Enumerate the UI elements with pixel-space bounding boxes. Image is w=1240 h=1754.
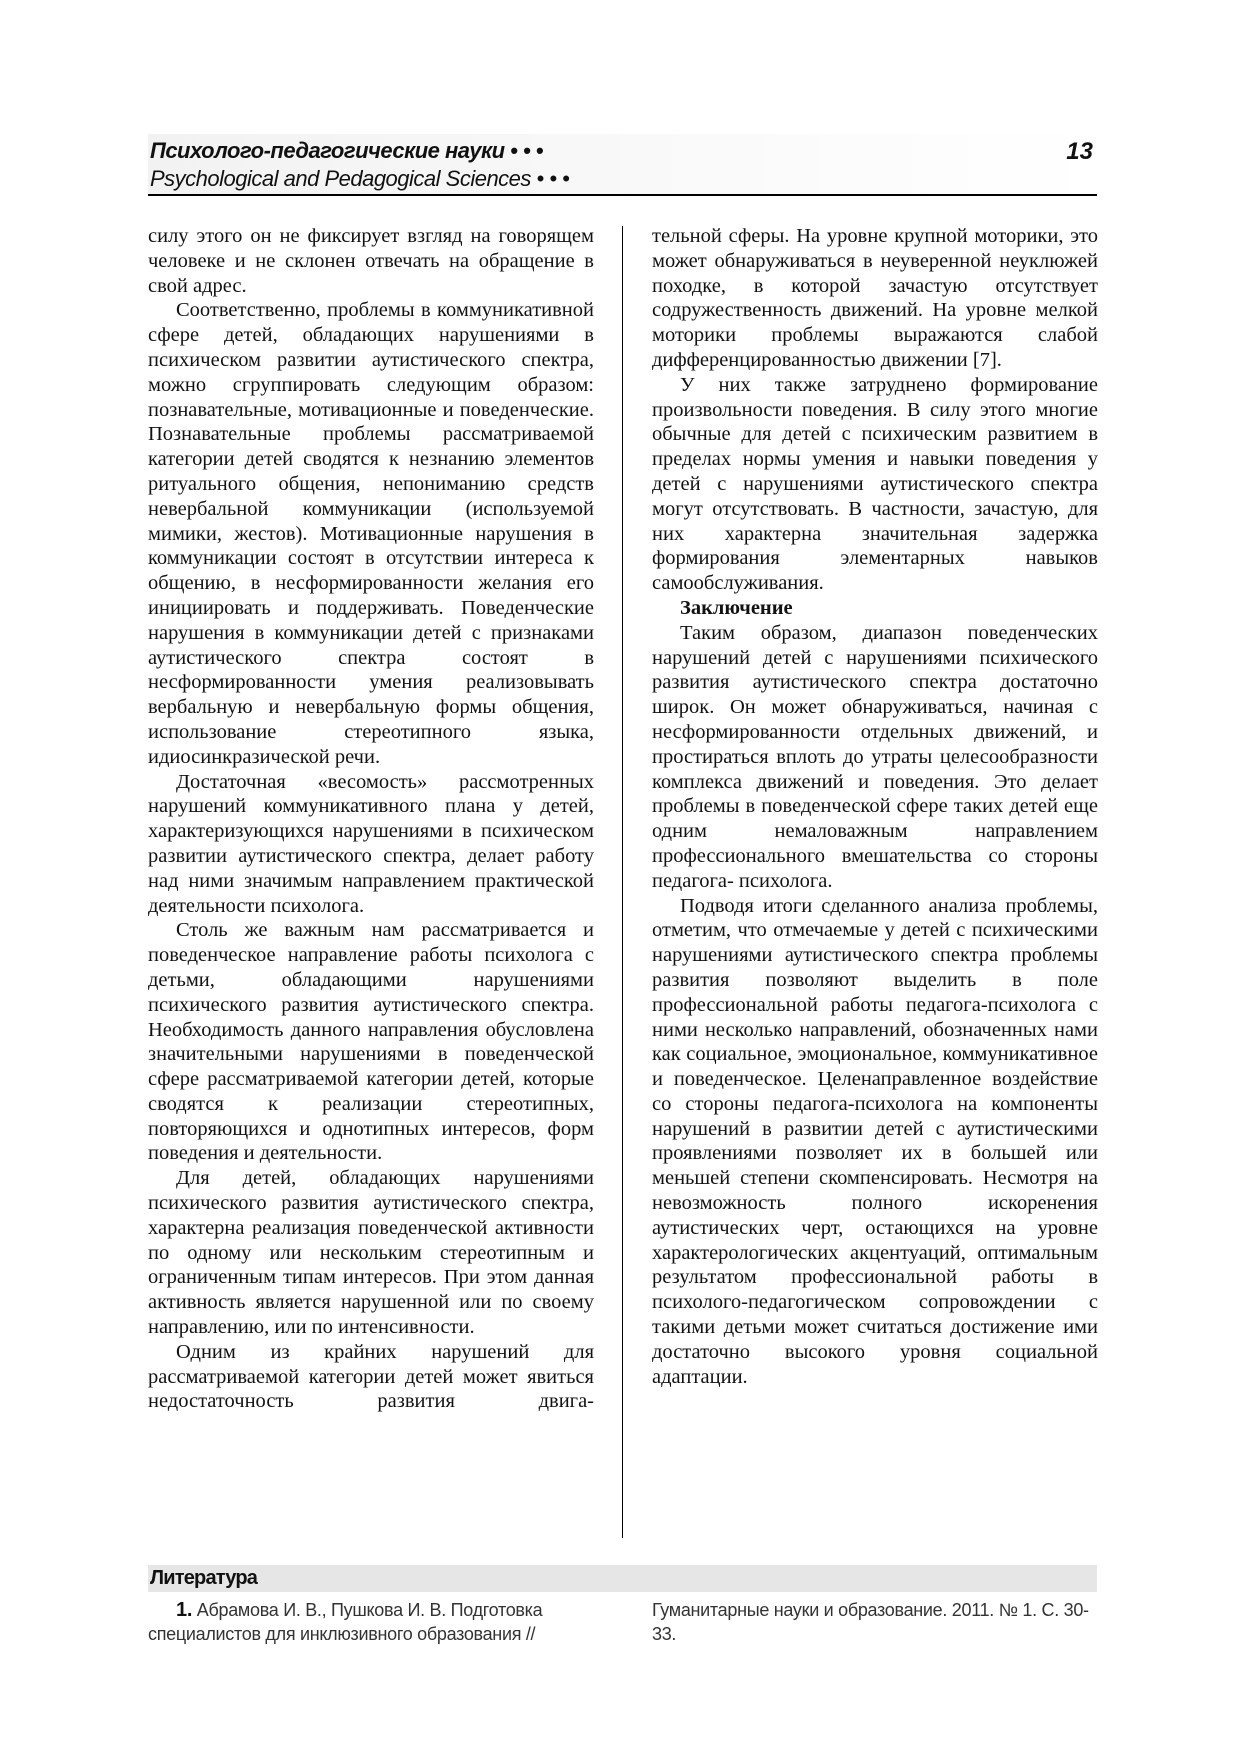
journal-title-ru: Психолого-педагогические науки • • • [150, 138, 544, 163]
journal-title-en: Psychological and Pedagogical Sciences • • • [150, 166, 570, 191]
paragraph: Для детей, обладающих нарушениями психического развития аутистического спектра, характерна реализация поведенческой активности по одному или нескольким стереотипным и ограниченным типам интересов. При этом данная активность является нарушенной или по своему направлению, или по интенсивности. [148, 1167, 594, 1339]
reference-number: 1. [176, 1599, 193, 1621]
section-heading: Заключение [680, 596, 793, 619]
paragraph: Таким образом, диапазон поведенческих нарушений детей с нарушениями психического развития аутистического спектра достаточно широк. Он может обнаруживаться, начиная с несформированности отдельных движений, и простираться вплоть до утраты целесообразности комплекса движений и поведения. Это делает проблемы в поведенческой сфере таких детей еще одним немаловажным направлением профессионального вмешательства со стороны педагога- психолога. [652, 621, 1098, 892]
right-column [652, 224, 1098, 1389]
paragraph: Одним из крайних нарушений для рассматриваемой категории детей может явиться недостаточность развития двига- [148, 1340, 594, 1413]
paragraph: У них также затруднено формирование произвольности поведения. В силу этого многие обычные для детей с психическим развитием в пределах нормы умения и навыки поведения у детей с нарушениями аутистического спектра могут отсутствовать. В частности, зачастую, для них характерна значительная задержка формирования элементарных навыков самообслуживания. [652, 373, 1098, 595]
references-heading: Литература [150, 1567, 258, 1589]
reference-item [148, 1598, 594, 1646]
paragraph: Достаточная «весомость» рассмотренных нарушений коммуникативного плана у детей, характеризующихся нарушениями в психическом развитии аутистического спектра, делает работу над ними значимым направлением практической деятельности психолога. [148, 770, 594, 917]
reference-text: Абрамова И. В., Пушкова И. В. Подготовка специалистов для инклюзивного образования // [148, 1600, 543, 1644]
paragraph: силу этого он не фиксирует взгляд на говорящем человеке и не склонен отвечать на обращение в свой адрес. [148, 225, 594, 297]
paragraph: тельной сферы. На уровне крупной моторики, это может обнаруживаться в неуверенной неуклюжей походке, в которой зачастую отсутствует содружественность движений. На уровне мелкой моторики проблемы выражаются слабой дифференцированностью движении [7]. [652, 225, 1098, 371]
running-header [148, 134, 1097, 196]
page-number: 13 [1066, 138, 1093, 165]
reference-item-continued [652, 1598, 1098, 1646]
paragraph: Подводя итоги сделанного анализа проблемы, отметим, что отмечаемые у детей с психическими нарушениями аутистического спектра проблемы развития позволяют выделить в поле профессиональной работы педагога-психолога с ними несколько направлений, обозначенных нами как социальное, эмоциональное, коммуникативное и поведенческое. Целенаправленное воздействие со стороны педагога-психолога на компоненты нарушений в развитии детей с аутистическими проявлениями позволяет их в большей или меньшей степени скомпенсировать. Несмотря на невозможность полного искоренения аутистических черт, остающихся на уровне характерологических акцентуаций, оптимальным результатом профессиональной работы в психолого-педагогическом сопровождении с такими детьми может считаться достижение ими достаточно высокого уровня социальной адаптации. [652, 894, 1098, 1388]
references-heading-band [148, 1565, 1097, 1592]
reference-text: Гуманитарные науки и образование. 2011. № 1. С. 30-33. [652, 1600, 1089, 1644]
paragraph: Соответственно, проблемы в коммуникативной сфере детей, обладающих нарушениями в психическом развитии аутистического спектра, можно сгруппировать следующим образом: познавательные, мотивационные и поведенческие. Познавательные проблемы рассматриваемой категории детей сводятся к незнанию элементов ритуального общения, непониманию средств невербальной коммуникации (используемой мимики, жестов). Мотивационные нарушения в коммуникации состоят в отсутствии интереса к общению, в несформированности желания его инициировать и поддерживать. Поведенческие нарушения в коммуникации детей с признаками аутистического спектра состоят в несформированности умения реализовывать вербальную и невербальную формы общения, использование стереотипного языка, идиосинкразической речи. [148, 299, 594, 768]
column-divider [622, 226, 623, 1538]
left-column [148, 224, 594, 1414]
paragraph: Столь же важным нам рассматривается и поведенческое направление работы психолога с детьми, обладающими нарушениями психического развития аутистического спектра. Необходимость данного направления обусловлена значительными нарушениями в поведенческой сфере рассматриваемой категории детей, которые сводятся к реализации стереотипных, повторяющихся и однотипных интересов, форм поведения и деятельности. [148, 919, 594, 1165]
